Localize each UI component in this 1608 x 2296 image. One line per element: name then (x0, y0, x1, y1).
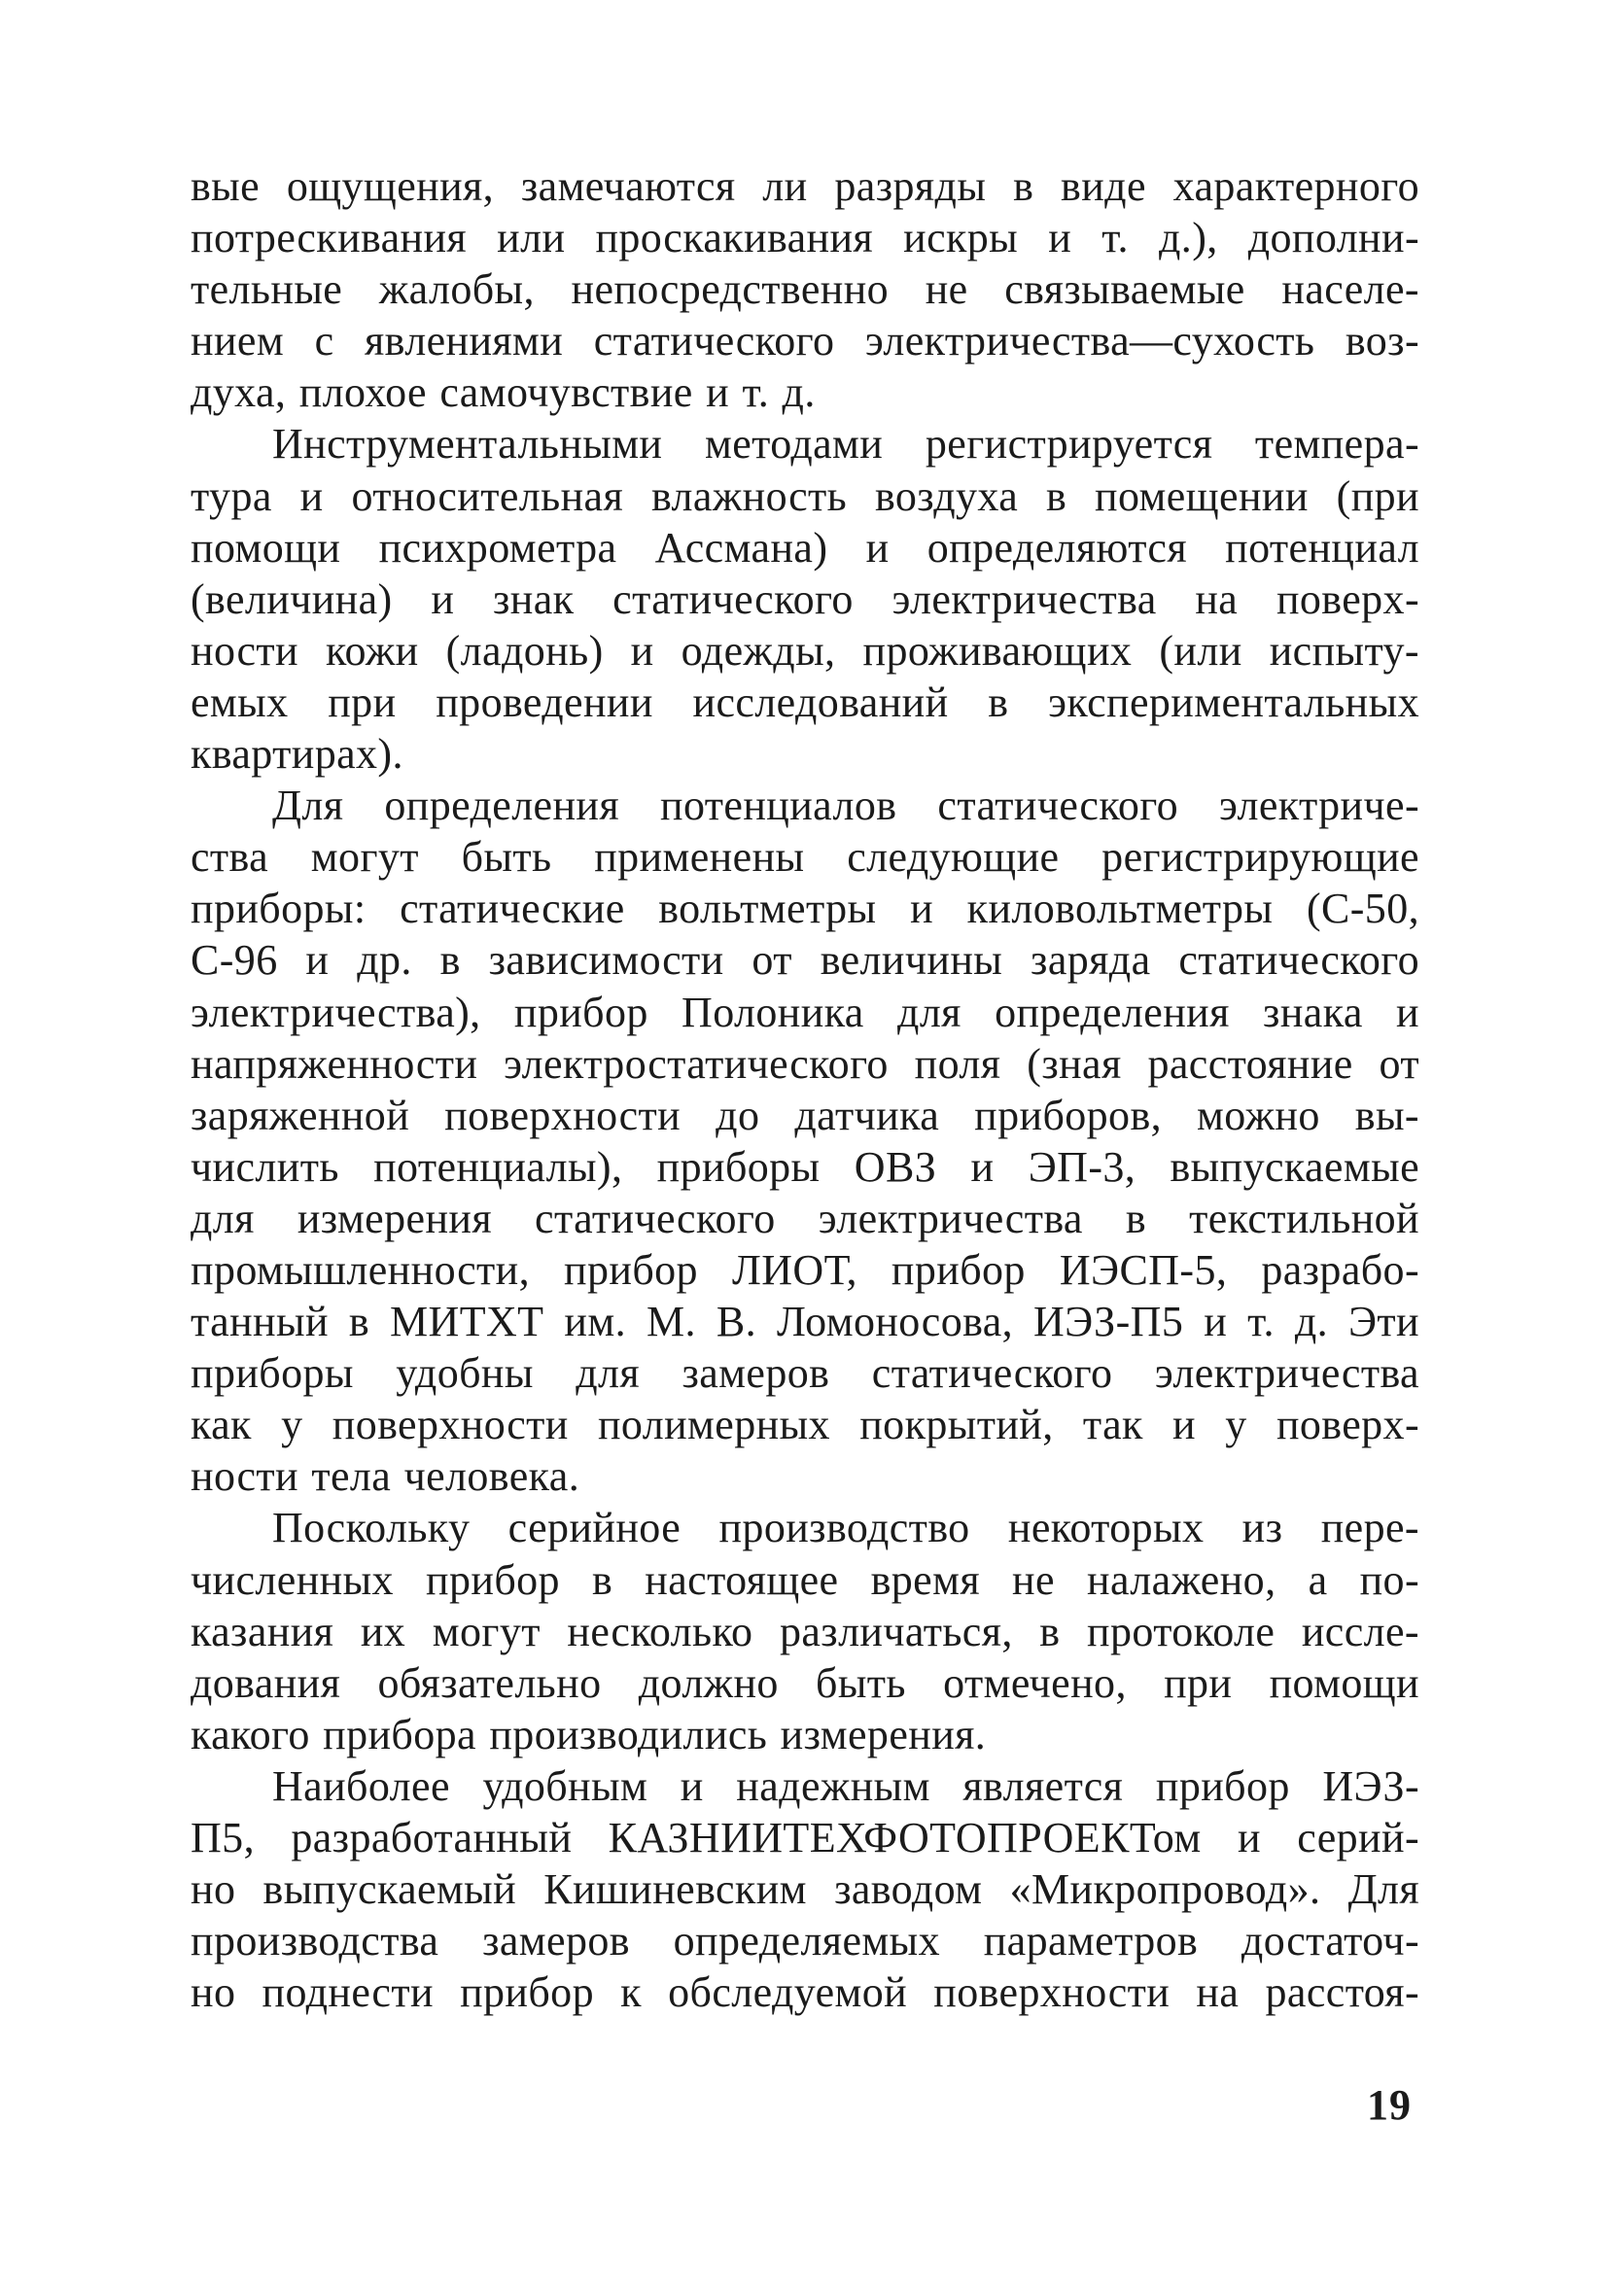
text-line: производства замеров определяемых параметров достаточ- (191, 1917, 1419, 1966)
text-line: вые ощущения, замечаются ли разряды в виде характерного (191, 162, 1419, 210)
paragraph-4 (191, 1502, 1419, 1759)
text-line: нием с явлениями статического электричества—сухость воз- (191, 317, 1419, 365)
page-number: 19 (1367, 2081, 1412, 2129)
text-line: числить потенциалы), приборы ОВЗ и ЭП-3, выпускаемые (191, 1142, 1419, 1191)
text-line: дования обязательно должно быть отмечено, при помощи (191, 1658, 1419, 1707)
paragraph-5 (191, 1760, 1419, 2018)
text-line: казания их могут несколько различаться, в протоколе иссле- (191, 1607, 1419, 1655)
text-line: Для определения потенциалов статического электриче- (272, 782, 1419, 830)
text-line: Наиболее удобным и надежным является прибор ИЭЗ- (272, 1761, 1419, 1810)
text-line: но поднести прибор к обследуемой поверхности на расстоя- (191, 1968, 1419, 2017)
paragraph-3 (191, 780, 1419, 1502)
text-line: помощи психрометра Ассмана) и определяются потенциал (191, 523, 1419, 572)
text-line: Поскольку серийное производство некоторых из пере- (272, 1504, 1419, 1552)
text-line: духа, плохое самочувствие и т. д. (191, 368, 816, 417)
text-line: промышленности, прибор ЛИОТ, прибор ИЭСП-5, разрабо- (191, 1245, 1419, 1294)
text-line: заряженной поверхности до датчика приборов, можно вы- (191, 1091, 1419, 1139)
text-line: приборы: статические вольтметры и киловольтметры (С-50, (191, 885, 1419, 933)
text-line: потрескивания или проскакивания искры и т. д.), дополни- (191, 214, 1419, 262)
text-line: Инструментальными методами регистрируется темпера- (272, 420, 1419, 469)
body-text (191, 160, 1419, 2018)
text-line: приборы удобны для замеров статического электричества (191, 1349, 1419, 1398)
paragraph-1 (191, 160, 1419, 418)
text-line: какого прибора производились измерения. (191, 1710, 987, 1758)
text-line: численных прибор в настоящее время не налажено, а по- (191, 1555, 1419, 1604)
text-line: ства могут быть применены следующие регистрирующие (191, 833, 1419, 882)
text-line: емых при проведении исследований в экспериментальных (191, 678, 1419, 726)
text-line: тура и относительная влажность воздуха в помещении (при (191, 471, 1419, 520)
text-line: ности кожи (ладонь) и одежды, проживающих (или испыту- (191, 626, 1419, 675)
text-line: (величина) и знак статического электричества на поверх- (191, 574, 1419, 623)
text-line: квартирах). (191, 730, 403, 779)
text-line: С-96 и др. в зависимости от величины заряда статического (191, 936, 1419, 985)
text-line: П5, разработанный КАЗНИИТЕХФОТОПРОЕКТом и серий- (191, 1814, 1419, 1861)
text-line: как у поверхности полимерных покрытий, так и у поверх- (191, 1401, 1419, 1449)
text-line: танный в МИТХТ им. М. В. Ломоносова, ИЭЗ-П5 и т. д. Эти (191, 1298, 1419, 1346)
paragraph-2 (191, 418, 1419, 780)
text-line: напряженности электростатического поля (зная расстояние от (191, 1039, 1419, 1088)
text-line: тельные жалобы, непосредственно не связываемые населе- (191, 265, 1419, 314)
text-line: ности тела человека. (191, 1452, 580, 1501)
text-line: электричества), прибор Полоника для определения знака и (191, 988, 1419, 1036)
text-line: для измерения статического электричества в текстильной (191, 1194, 1419, 1242)
text-line: но выпускаемый Кишиневским заводом «Микропровод». Для (191, 1865, 1419, 1914)
